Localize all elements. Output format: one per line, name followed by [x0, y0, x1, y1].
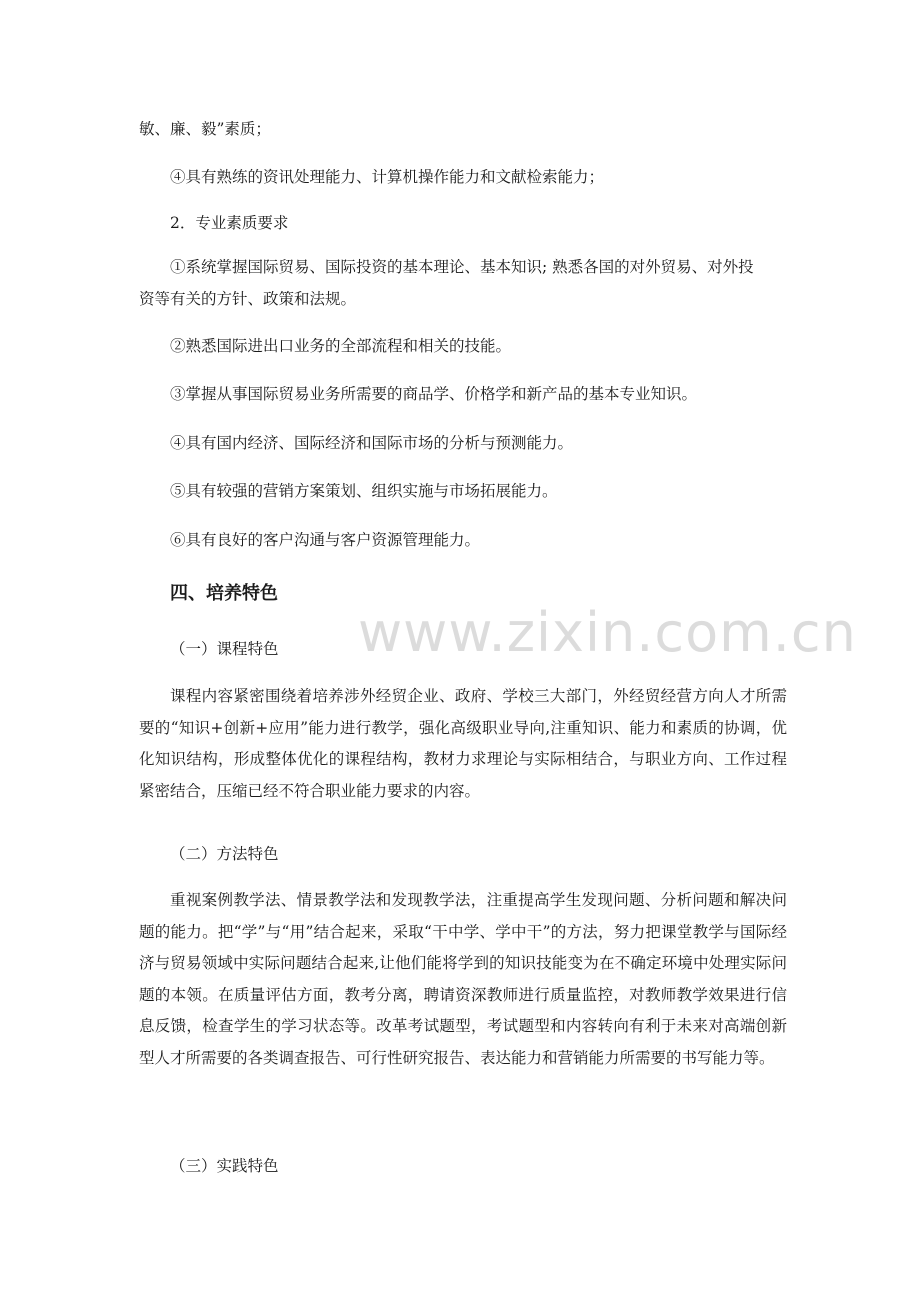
- subsection-heading: （三）实践特色: [170, 1157, 279, 1175]
- body-paragraph: 重视案例教学法、情景教学法和发现教学法，注重提高学生发现问题、分析问题和解决问题的能力。把“学”与“用”结合起来，采取“干中学、学中干”的方法，努力把课堂教学与国际经济与贸易领域中实际问题结合起来,让他们能将学到的知识技能变为在不确定环境中处理实际问题的本领。在质量评估方面，教考分离，聘请资深教师进行质量监控，对教师教学效果进行信息反馈，检查学生的学习状态等。改革考试题型，考试题型和内容转向有利于未来对高端创新型人才所需要的各类调查报告、可行性研究报告、表达能力和营销能力所需要的书写能力等。: [139, 891, 787, 1067]
- subsection-heading: （二）方法特色: [170, 845, 279, 863]
- body-paragraph: 课程内容紧密围绕着培养涉外经贸企业、政府、学校三大部门，外经贸经营方向人才所需要的“知识+创新+应用”能力进行教学，强化高级职业导向,注重知识、能力和素质的协调，优化知识结构，形成整体优化的课程结构，教材力求理论与实际相结合，与职业方向、工作过程紧密结合，压缩已经不符合职业能力要求的内容。: [139, 687, 787, 800]
- subsection-heading: （一）课程特色: [170, 640, 279, 658]
- list-item: ⑤具有较强的营销方案策划、组织实施与市场拓展能力。: [170, 482, 558, 500]
- section-heading: 四、培养特色: [170, 583, 278, 604]
- list-item: ①系统掌握国际贸易、国际投资的基本理论、基本知识; 熟悉各国的对外贸易、对外投: [170, 258, 754, 276]
- list-item: ④具有国内经济、国际经济和国际市场的分析与预测能力。: [170, 434, 574, 452]
- paragraph-continuation: 敏、廉、毅”素质；: [139, 120, 271, 138]
- list-item: ④具有熟练的资讯处理能力、计算机操作能力和文献检索能力；: [170, 168, 605, 186]
- list-item-continuation: 资等有关的方针、政策和法规。: [139, 290, 357, 308]
- list-item: ③掌握从事国际贸易业务所需要的商品学、价格学和新产品的基本专业知识。: [170, 385, 698, 403]
- watermark: www.zixin.com.cn: [358, 601, 857, 664]
- subsection-heading: 2．专业素质要求: [170, 214, 289, 232]
- list-item: ⑥具有良好的客户沟通与客户资源管理能力。: [170, 531, 481, 549]
- list-item: ②熟悉国际进出口业务的全部流程和相关的技能。: [170, 337, 512, 355]
